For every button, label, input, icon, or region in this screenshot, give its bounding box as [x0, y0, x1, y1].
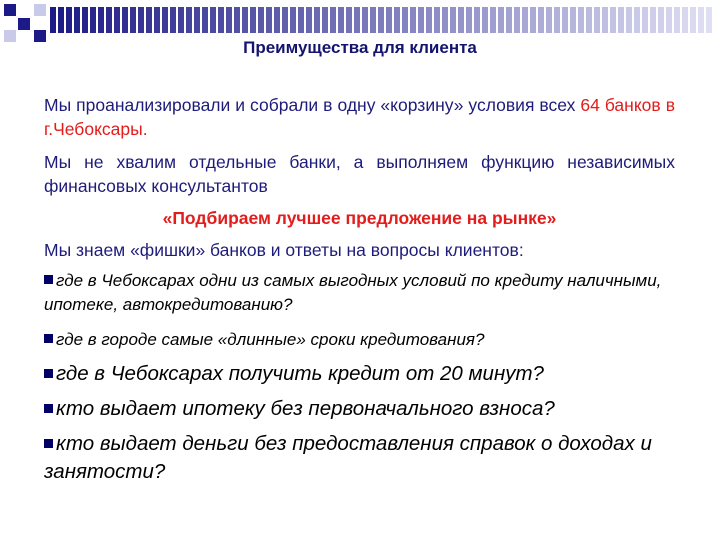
header-stripe	[266, 7, 272, 33]
header-stripe	[626, 7, 632, 33]
header-stripe	[290, 7, 296, 33]
header-stripe	[274, 7, 280, 33]
bullet-item	[44, 269, 684, 317]
paragraph-baskets-text: Мы проанализировали и собрали в одну «корзину» условия всех	[44, 95, 581, 115]
header-stripe	[354, 7, 360, 33]
header-stripe	[634, 7, 640, 33]
header-stripe	[346, 7, 352, 33]
bullet-square-icon	[44, 404, 53, 413]
headline-best-offer: «Подбираем лучшее предложение на рынке»	[162, 208, 557, 228]
decor-square-2	[18, 18, 30, 30]
header-stripe	[186, 7, 192, 33]
header-stripe	[58, 7, 64, 33]
header-stripe	[434, 7, 440, 33]
header-stripe	[458, 7, 464, 33]
header-stripe	[234, 7, 240, 33]
paragraph-baskets-highlight: 64 банков в г.Чебоксары.	[44, 95, 676, 139]
header-stripe	[586, 7, 592, 33]
header-stripe	[426, 7, 432, 33]
header-stripe	[106, 7, 112, 33]
header-stripe	[330, 7, 336, 33]
header-stripe	[530, 7, 536, 33]
paragraph-consultants: Мы не хвалим отдельные банки, а выполняем функцию независимых финансовых консультантов	[44, 152, 675, 196]
header-stripe	[50, 7, 56, 33]
header-stripe	[378, 7, 384, 33]
header-stripe	[250, 7, 256, 33]
bullet-item	[44, 328, 684, 352]
slide-title: Преимущества для клиента	[243, 38, 477, 57]
header-stripe	[386, 7, 392, 33]
header-stripe	[210, 7, 216, 33]
header-stripe	[370, 7, 376, 33]
header-stripe	[90, 7, 96, 33]
decor-square-1	[4, 4, 16, 16]
header-stripe	[570, 7, 576, 33]
paragraph-know-features: Мы знаем «фишки» банков и ответы на вопросы клиентов:	[44, 240, 524, 260]
header-stripe	[138, 7, 144, 33]
header-stripe	[418, 7, 424, 33]
header-stripe	[514, 7, 520, 33]
header-decor-stripes	[50, 7, 718, 33]
header-stripe	[394, 7, 400, 33]
header-stripe	[114, 7, 120, 33]
bullet-square-icon	[44, 334, 53, 343]
decor-square-3	[34, 4, 46, 16]
header-stripe	[226, 7, 232, 33]
header-stripe	[258, 7, 264, 33]
header-stripe	[602, 7, 608, 33]
bullet-text: кто выдает ипотеку без первоначального взноса?	[56, 397, 555, 420]
header-stripe	[282, 7, 288, 33]
bullet-text: где в Чебоксарах одни из самых выгодных условий по кредиту наличными, ипотеке, автокредитованию?	[44, 271, 662, 314]
header-stripe	[682, 7, 688, 33]
header-stripe	[362, 7, 368, 33]
header-stripe	[178, 7, 184, 33]
header-stripe	[74, 7, 80, 33]
header-stripe	[482, 7, 488, 33]
header-stripe	[442, 7, 448, 33]
header-stripe	[618, 7, 624, 33]
header-stripe	[594, 7, 600, 33]
header-stripe	[610, 7, 616, 33]
bullet-text: где в Чебоксарах получить кредит от 20 минут?	[56, 362, 544, 385]
bullet-square-icon	[44, 275, 53, 284]
header-stripe	[498, 7, 504, 33]
header-stripe	[506, 7, 512, 33]
bullet-item	[44, 395, 684, 423]
header-stripe	[66, 7, 72, 33]
header-stripe	[538, 7, 544, 33]
bullet-item	[44, 360, 684, 388]
header-stripe	[690, 7, 696, 33]
bullet-square-icon	[44, 439, 53, 448]
header-stripe	[674, 7, 680, 33]
header-stripe	[650, 7, 656, 33]
bullet-text: где в городе самые «длинные» сроки кредитования?	[56, 330, 485, 349]
header-stripe	[298, 7, 304, 33]
header-stripe	[562, 7, 568, 33]
header-stripe	[666, 7, 672, 33]
bullet-square-icon	[44, 369, 53, 378]
header-stripe	[698, 7, 704, 33]
header-stripe	[314, 7, 320, 33]
header-stripe	[578, 7, 584, 33]
bullet-item	[44, 430, 664, 486]
header-stripe	[402, 7, 408, 33]
header-stripe	[242, 7, 248, 33]
header-stripe	[306, 7, 312, 33]
header-stripe	[466, 7, 472, 33]
header-stripe	[98, 7, 104, 33]
header-stripe	[554, 7, 560, 33]
header-stripe	[546, 7, 552, 33]
header-stripe	[202, 7, 208, 33]
header-stripe	[162, 7, 168, 33]
paragraph-baskets	[44, 93, 675, 141]
header-stripe	[154, 7, 160, 33]
header-stripe	[706, 7, 712, 33]
header-stripe	[218, 7, 224, 33]
header-stripe	[170, 7, 176, 33]
header-stripe	[410, 7, 416, 33]
header-stripe	[490, 7, 496, 33]
header-stripe	[642, 7, 648, 33]
header-stripe	[474, 7, 480, 33]
header-stripe	[130, 7, 136, 33]
header-stripe	[450, 7, 456, 33]
header-stripe	[122, 7, 128, 33]
header-stripe	[522, 7, 528, 33]
header-stripe	[658, 7, 664, 33]
header-stripe	[322, 7, 328, 33]
header-stripe	[82, 7, 88, 33]
header-stripe	[338, 7, 344, 33]
header-stripe	[146, 7, 152, 33]
header-stripe	[194, 7, 200, 33]
bullet-text: кто выдает деньги без предоставления справок о доходах и занятости?	[44, 432, 652, 483]
